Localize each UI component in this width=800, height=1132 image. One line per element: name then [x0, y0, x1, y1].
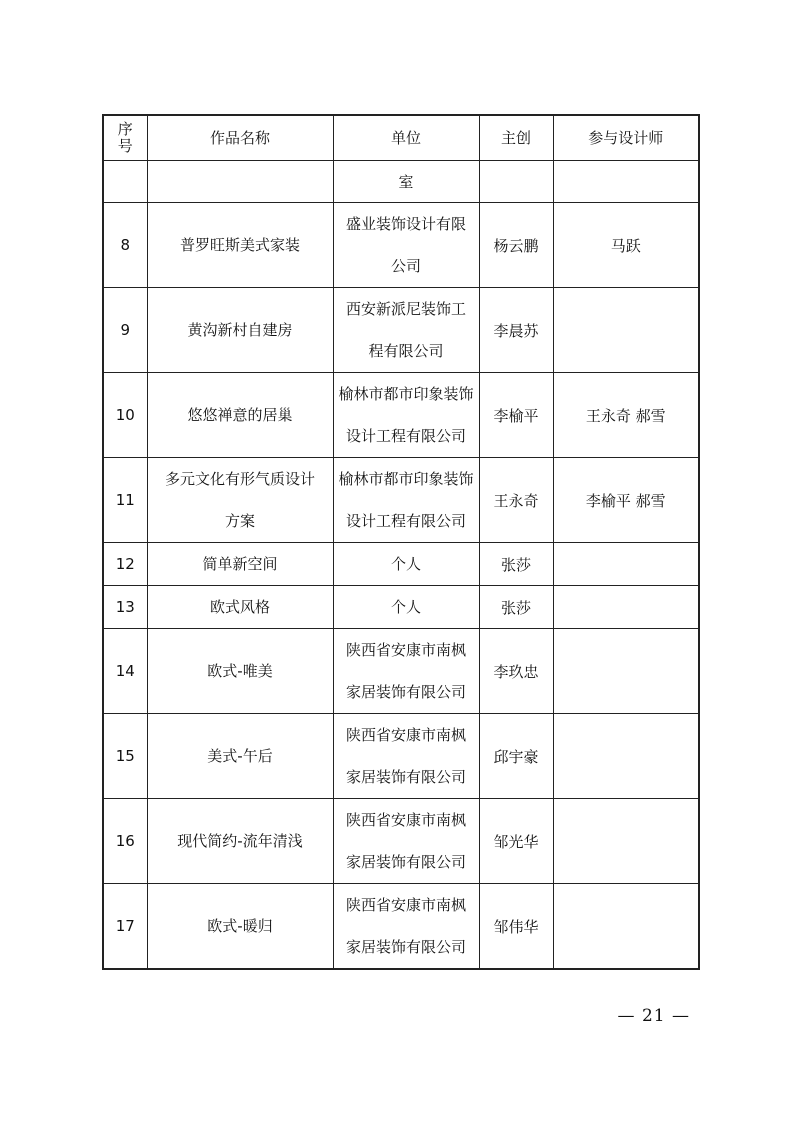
cell-unit-line: 家居装饰有限公司	[345, 768, 466, 786]
cell-unit-line: 陕西省安康市南枫	[345, 811, 466, 829]
cell-title-line: 欧式-暖归	[207, 917, 273, 935]
table-row	[103, 629, 699, 714]
table-row	[103, 714, 699, 799]
cell-no: 9	[103, 288, 147, 373]
cell-participants	[553, 161, 699, 203]
cell-unit-line: 家居装饰有限公司	[345, 938, 466, 956]
awards-table	[102, 114, 700, 970]
table-row	[103, 884, 699, 970]
cell-lead: 杨云鹏	[479, 203, 553, 288]
cell-unit	[333, 586, 479, 629]
cell-unit-line: 公司	[390, 257, 421, 275]
header-no: 序号	[103, 115, 147, 161]
cell-no: 17	[103, 884, 147, 970]
table-header-row	[103, 115, 699, 161]
table-row	[103, 288, 699, 373]
cell-participants: 李榆平 郝雪	[553, 458, 699, 543]
cell-title-line: 多元文化有形气质设计	[164, 470, 315, 488]
cell-no: 13	[103, 586, 147, 629]
cell-title-line: 悠悠禅意的居巢	[187, 406, 293, 424]
table-row	[103, 458, 699, 543]
cell-title	[147, 543, 333, 586]
header-title: 作品名称	[147, 115, 333, 161]
cell-title	[147, 203, 333, 288]
cell-title-line: 现代简约-流年清浅	[177, 832, 303, 850]
cell-lead: 王永奇	[479, 458, 553, 543]
cell-unit-line: 陕西省安康市南枫	[345, 726, 466, 744]
cell-unit-line: 陕西省安康市南枫	[345, 641, 466, 659]
cell-lead: 张莎	[479, 586, 553, 629]
cell-title	[147, 629, 333, 714]
cell-no: 11	[103, 458, 147, 543]
cell-title	[147, 714, 333, 799]
cell-unit: 室	[333, 161, 479, 203]
cell-title	[147, 586, 333, 629]
cell-participants	[553, 714, 699, 799]
cell-participants	[553, 629, 699, 714]
cell-no: 15	[103, 714, 147, 799]
cell-unit	[333, 629, 479, 714]
cell-unit	[333, 373, 479, 458]
cell-title-line: 黄沟新村自建房	[187, 321, 293, 339]
cell-title	[147, 288, 333, 373]
cell-no	[103, 161, 147, 203]
cell-unit-line: 陕西省安康市南枫	[345, 896, 466, 914]
cell-unit-line: 程有限公司	[368, 342, 444, 360]
cell-participants	[553, 288, 699, 373]
table-row	[103, 373, 699, 458]
cell-unit	[333, 799, 479, 884]
cell-no: 10	[103, 373, 147, 458]
cell-unit-line: 家居装饰有限公司	[345, 853, 466, 871]
cell-unit-line: 榆林市都市印象装饰	[338, 385, 474, 403]
cell-participants	[553, 543, 699, 586]
cell-title-line: 简单新空间	[202, 555, 278, 573]
cell-lead: 张莎	[479, 543, 553, 586]
cell-participants	[553, 799, 699, 884]
cell-no: 8	[103, 203, 147, 288]
table-row	[103, 203, 699, 288]
cell-title	[147, 161, 333, 203]
cell-unit-line: 家居装饰有限公司	[345, 683, 466, 701]
cell-unit-line: 盛业装饰设计有限	[345, 215, 466, 233]
cell-no: 12	[103, 543, 147, 586]
table-row	[103, 543, 699, 586]
cell-participants: 王永奇 郝雪	[553, 373, 699, 458]
cell-unit-line: 设计工程有限公司	[345, 427, 466, 445]
page-number: — 21 —	[617, 1006, 690, 1026]
header-lead: 主创	[479, 115, 553, 161]
header-participants: 参与设计师	[553, 115, 699, 161]
cell-title	[147, 458, 333, 543]
cell-title	[147, 884, 333, 970]
cell-unit-line: 设计工程有限公司	[345, 512, 466, 530]
cell-unit	[333, 288, 479, 373]
cell-unit-line: 西安新派尼装饰工	[345, 300, 466, 318]
header-unit: 单位	[333, 115, 479, 161]
cell-unit-line: 个人	[390, 555, 421, 573]
cell-lead: 李榆平	[479, 373, 553, 458]
cell-unit	[333, 543, 479, 586]
cell-title-line: 欧式-唯美	[207, 662, 273, 680]
cell-title	[147, 373, 333, 458]
cell-title-line: 美式-午后	[207, 747, 273, 765]
table-row	[103, 799, 699, 884]
cell-no: 16	[103, 799, 147, 884]
cell-participants	[553, 884, 699, 970]
cell-unit	[333, 458, 479, 543]
cell-title-line: 欧式风格	[209, 598, 270, 616]
table-row-continuation	[103, 161, 699, 203]
cell-lead: 李晨苏	[479, 288, 553, 373]
cell-unit	[333, 714, 479, 799]
cell-lead: 邹伟华	[479, 884, 553, 970]
cell-title-line: 普罗旺斯美式家装	[179, 236, 300, 254]
cell-lead: 邹光华	[479, 799, 553, 884]
cell-title	[147, 799, 333, 884]
cell-unit	[333, 203, 479, 288]
cell-no: 14	[103, 629, 147, 714]
cell-participants	[553, 586, 699, 629]
cell-lead	[479, 161, 553, 203]
cell-unit-line: 榆林市都市印象装饰	[338, 470, 474, 488]
table-row	[103, 586, 699, 629]
cell-lead: 李玖忠	[479, 629, 553, 714]
cell-lead: 邱宇豪	[479, 714, 553, 799]
cell-participants: 马跃	[553, 203, 699, 288]
cell-unit-line: 个人	[390, 598, 421, 616]
cell-unit	[333, 884, 479, 970]
cell-title-line: 方案	[224, 512, 255, 530]
